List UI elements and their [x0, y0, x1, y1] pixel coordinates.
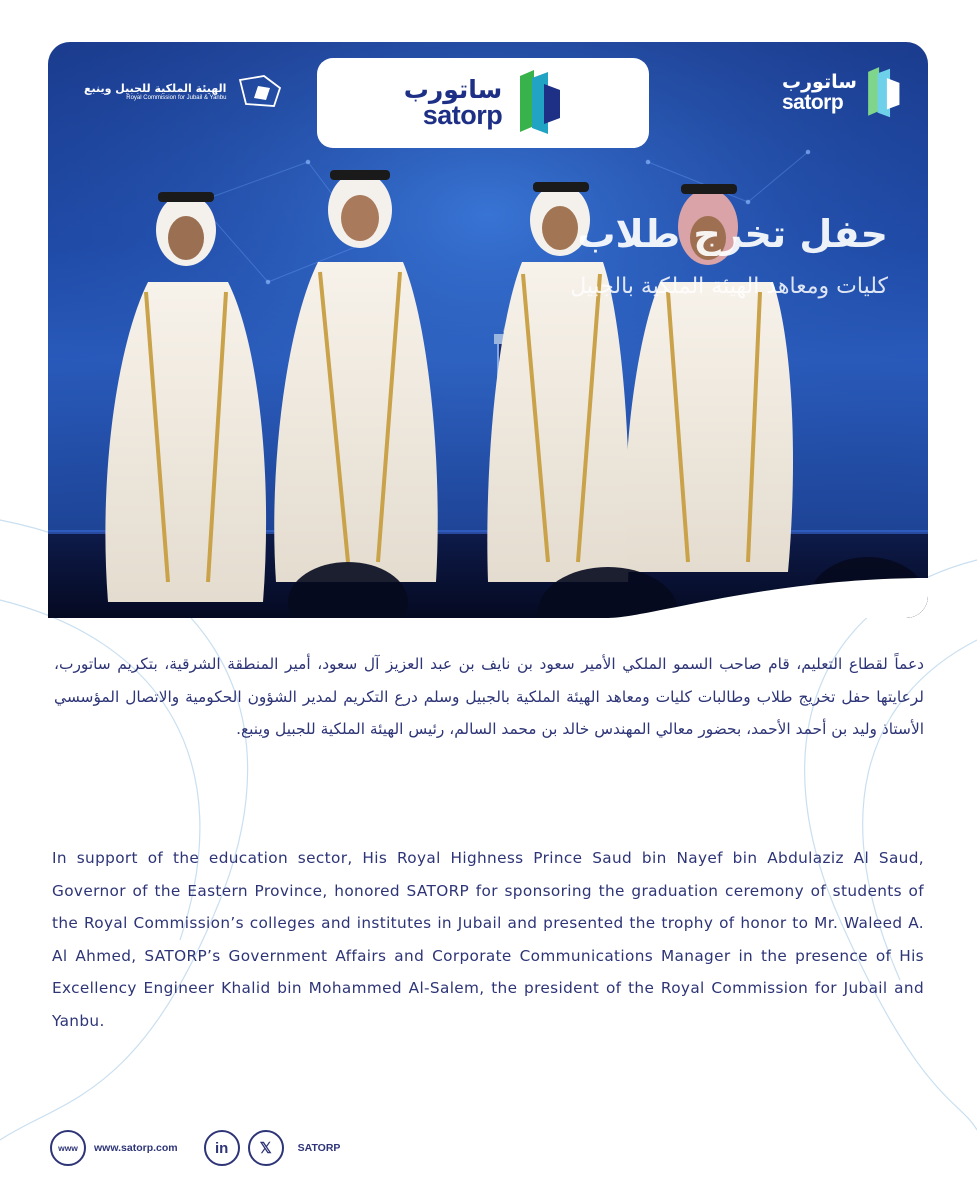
satorp-logo-english: satorp	[422, 100, 503, 130]
english-paragraph: In support of the education sector, His Royal Highness Prince Saud bin Nayef bin Abdulaziz Al Saud, Governor of the Eastern Province, honored SATORP for sponsoring the graduation ceremony of students of the Royal Commission’s colleges and institutes in Jubail and presented the trophy of honor to Mr. Waleed A. Al Ahmed, SATORP’s Government Affairs and Corporate Communications Manager in the presence of His Excellency Engineer Khalid bin Mohammed Al-Salem, the president of the Royal Commission for Jubail and Yanbu.	[52, 849, 924, 1030]
satorp-emblem-icon	[516, 68, 562, 138]
satorp-corner-english: satorp	[782, 91, 844, 114]
satorp-corner-logo	[782, 64, 901, 122]
satorp-corner-arabic: ساتورب	[782, 71, 857, 93]
royal-commission-logo	[84, 74, 284, 110]
arabic-paragraph: دعماً لقطاع التعليم، قام صاحب السمو الملكي الأمير سعود بن نايف بن عبد العزيز آل سعود، أمير المنطقة الشرقية، بتكريم ساتورب، لرعايتها حفل تخريج طلاب وطالبات كليات ومعاهد الهيئة الملكية بالجبيل وسلم درع التكريم لمدير الشؤون الحكومية والاتصال المؤسسي الأستاذ وليد بن أحمد الأحمد، بحضور معالي المهندس خالد بن محمد السالم، رئيس الهيئة الملكية للجبيل وينبع.	[54, 655, 924, 738]
footer	[50, 1130, 340, 1166]
royal-commission-arabic: الهيئة الملكية للجبيل وينبع	[84, 81, 227, 95]
satorp-logo-arabic: ساتورب	[403, 75, 503, 104]
web-icon[interactable]: www	[50, 1130, 86, 1166]
stage-subtitle: كليات ومعاهد الهيئة الملكية بالجبيل	[570, 274, 888, 299]
stage-title: حفل تخرج طلاب	[577, 212, 888, 256]
website-link[interactable]: www.satorp.com	[94, 1142, 178, 1154]
social-handle: SATORP	[297, 1142, 341, 1154]
linkedin-icon[interactable]: in	[204, 1130, 240, 1166]
x-icon[interactable]: 𝕏	[248, 1130, 284, 1166]
royal-commission-emblem-icon	[236, 74, 284, 110]
satorp-corner-emblem-icon	[865, 64, 901, 122]
royal-commission-english: Royal Commission for Jubail & Yanbu	[126, 95, 227, 102]
satorp-logo-card	[317, 58, 649, 148]
photo-curve	[48, 578, 928, 618]
